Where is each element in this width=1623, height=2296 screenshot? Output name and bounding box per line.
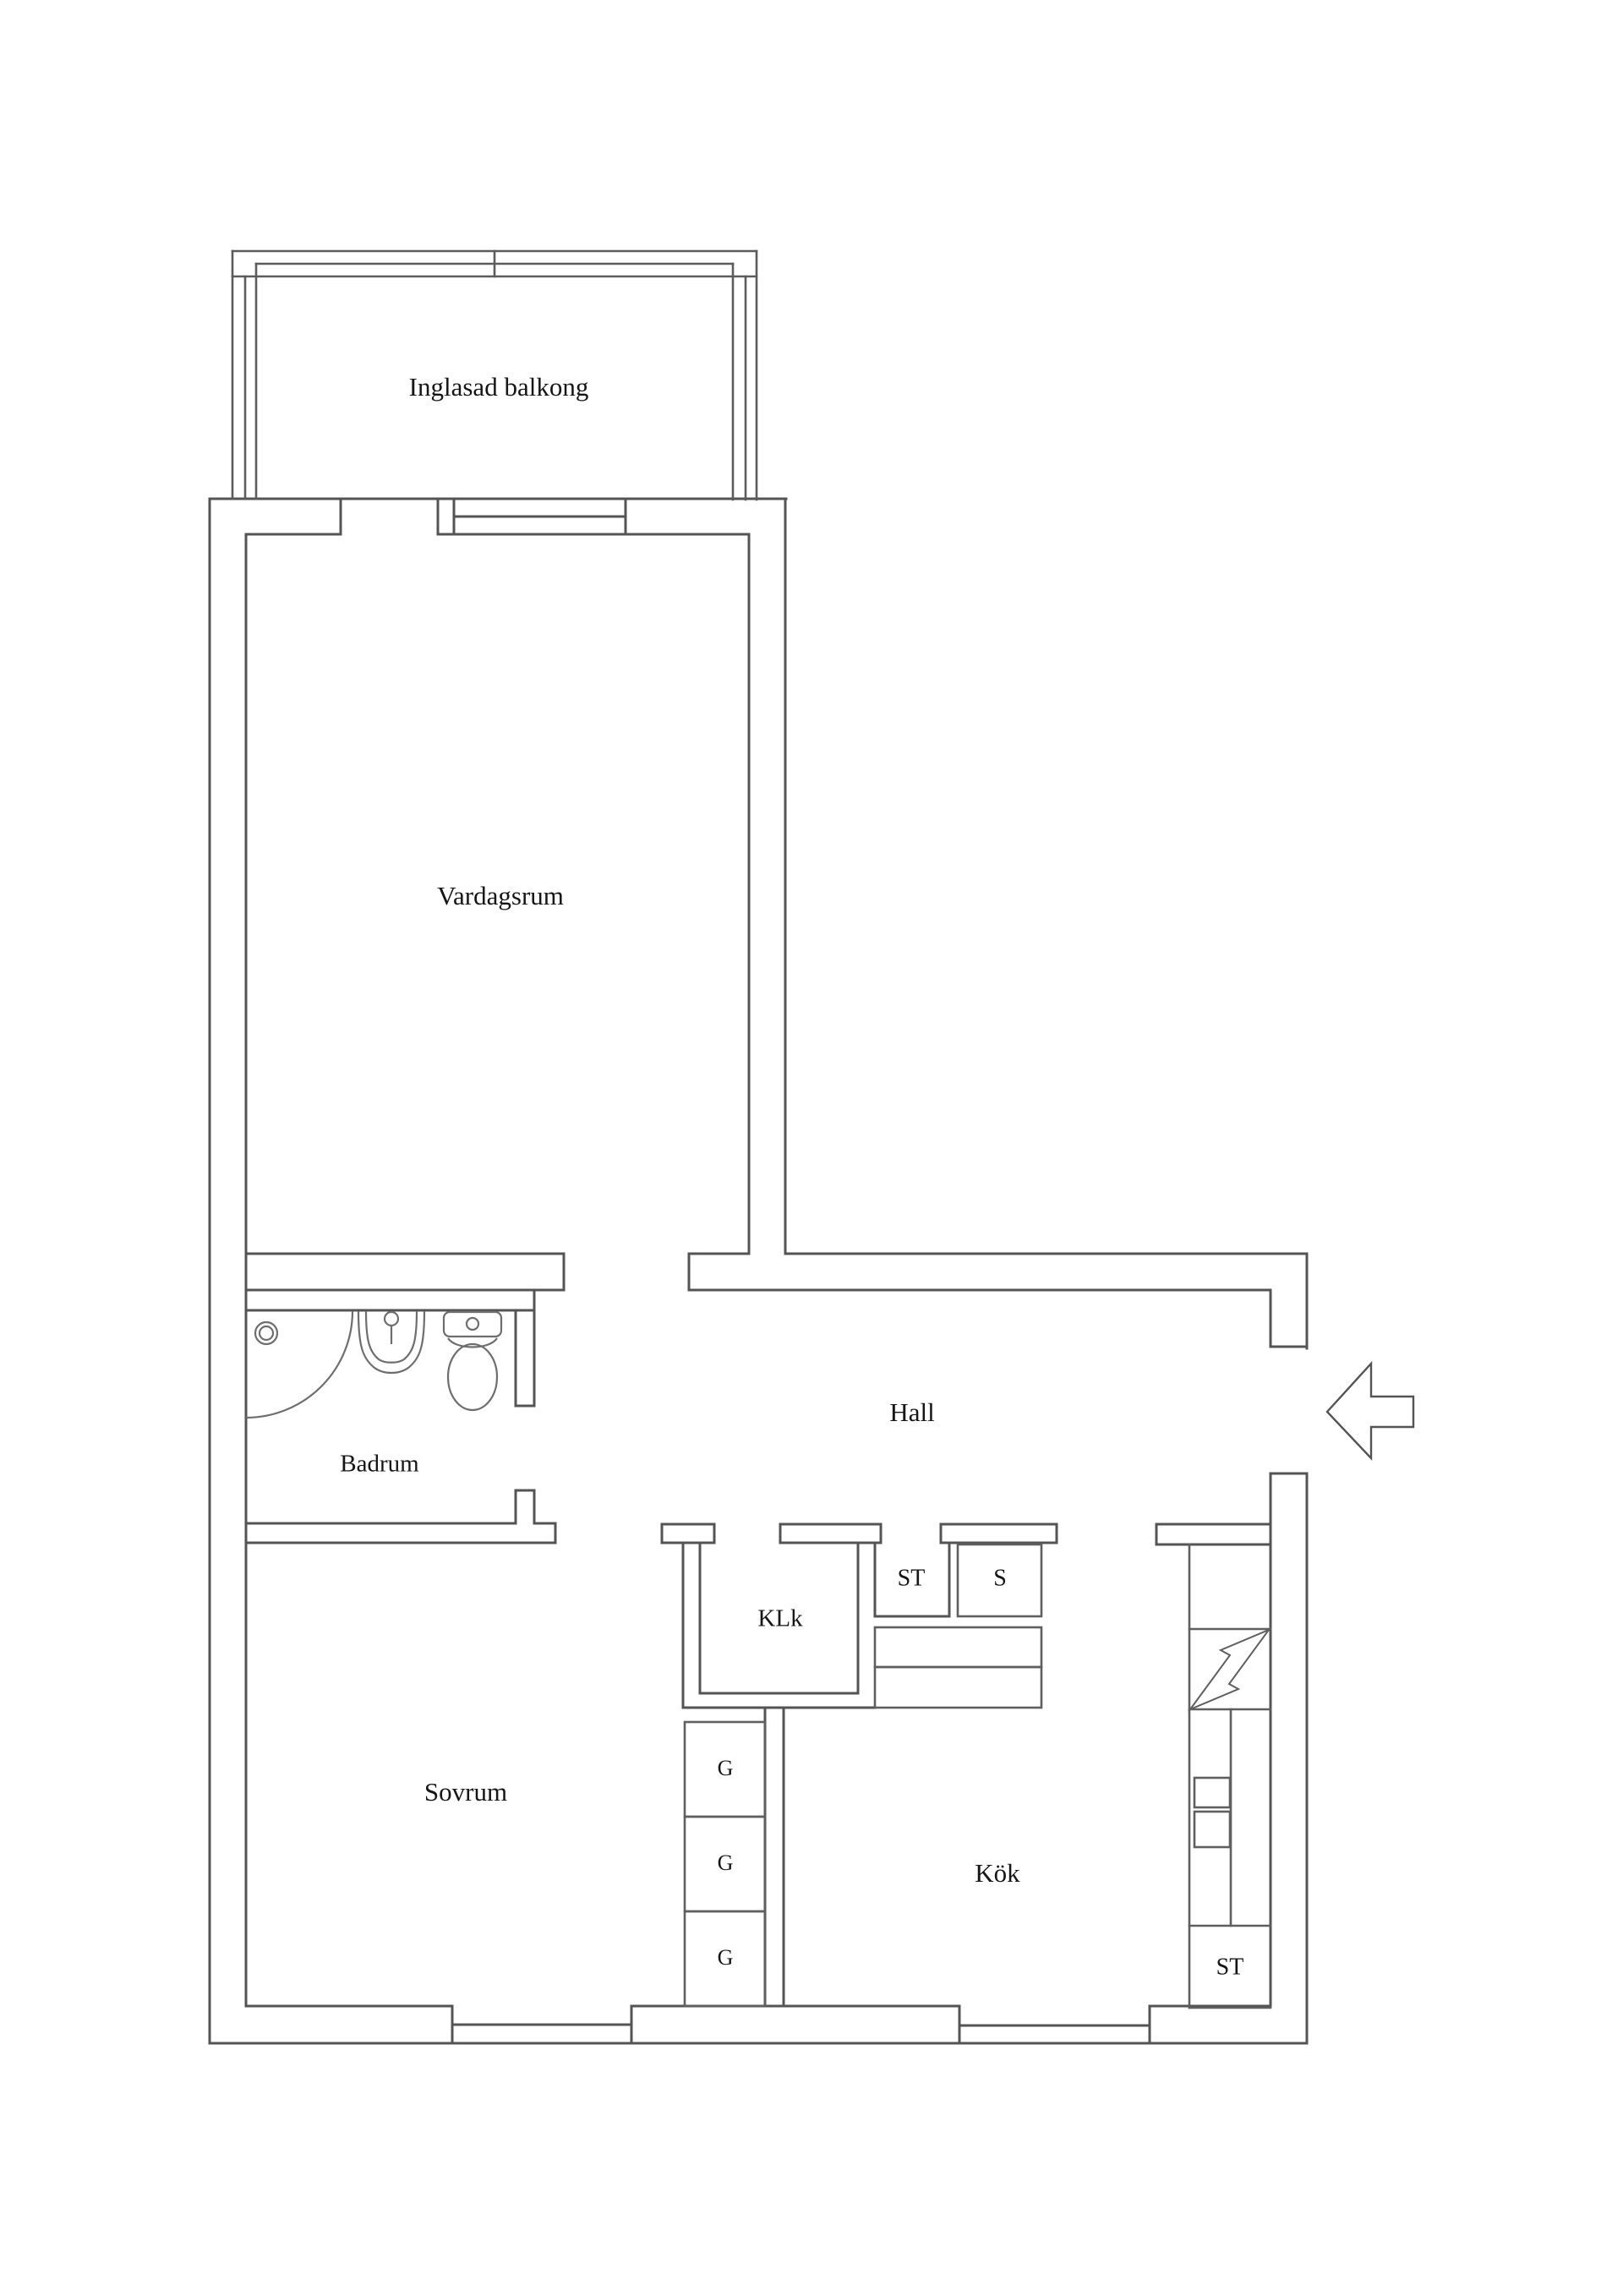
room-label-st-kitchen: ST: [1216, 1954, 1244, 1981]
toilet-bowl: [448, 1344, 497, 1410]
stove-lower: [1194, 1812, 1230, 1847]
toilet-shoulder: [448, 1338, 497, 1348]
shower-drain-inner: [260, 1326, 273, 1340]
room-label-g-wardrobe-3: G: [717, 1944, 734, 1970]
room-label-badrum: Badrum: [340, 1450, 419, 1478]
fixtures-layer: [246, 1311, 501, 1418]
walls-layer: [210, 499, 1307, 2043]
room-label-inglasad-balkong: Inglasad balkong: [408, 372, 589, 402]
room-label-sovrum: Sovrum: [424, 1777, 508, 1807]
symbols-layer: [1190, 1364, 1413, 1709]
entry-arrow-icon: [1327, 1364, 1413, 1458]
hall-cabinet-upper: [875, 1627, 1041, 1667]
room-label-st-closet: ST: [897, 1565, 926, 1592]
room-label-vardagsrum: Vardagsrum: [437, 881, 564, 911]
stove-upper: [1194, 1778, 1230, 1807]
room-label-klk: KLk: [757, 1604, 803, 1632]
sink-faucet: [385, 1312, 398, 1326]
room-label-g-wardrobe-2: G: [717, 1850, 734, 1875]
room-label-hall: Hall: [889, 1397, 935, 1428]
room-label-g-wardrobe-1: G: [717, 1755, 734, 1780]
room-label-s-closet: S: [993, 1565, 1007, 1592]
labels-layer: [340, 372, 1243, 1980]
toilet-flush-button: [467, 1318, 478, 1330]
toilet-tank: [444, 1312, 501, 1337]
electrical-panel-bolt-icon: [1190, 1630, 1269, 1709]
room-label-kok: Kök: [975, 1858, 1020, 1889]
hall-cabinet-lower: [875, 1667, 1041, 1708]
